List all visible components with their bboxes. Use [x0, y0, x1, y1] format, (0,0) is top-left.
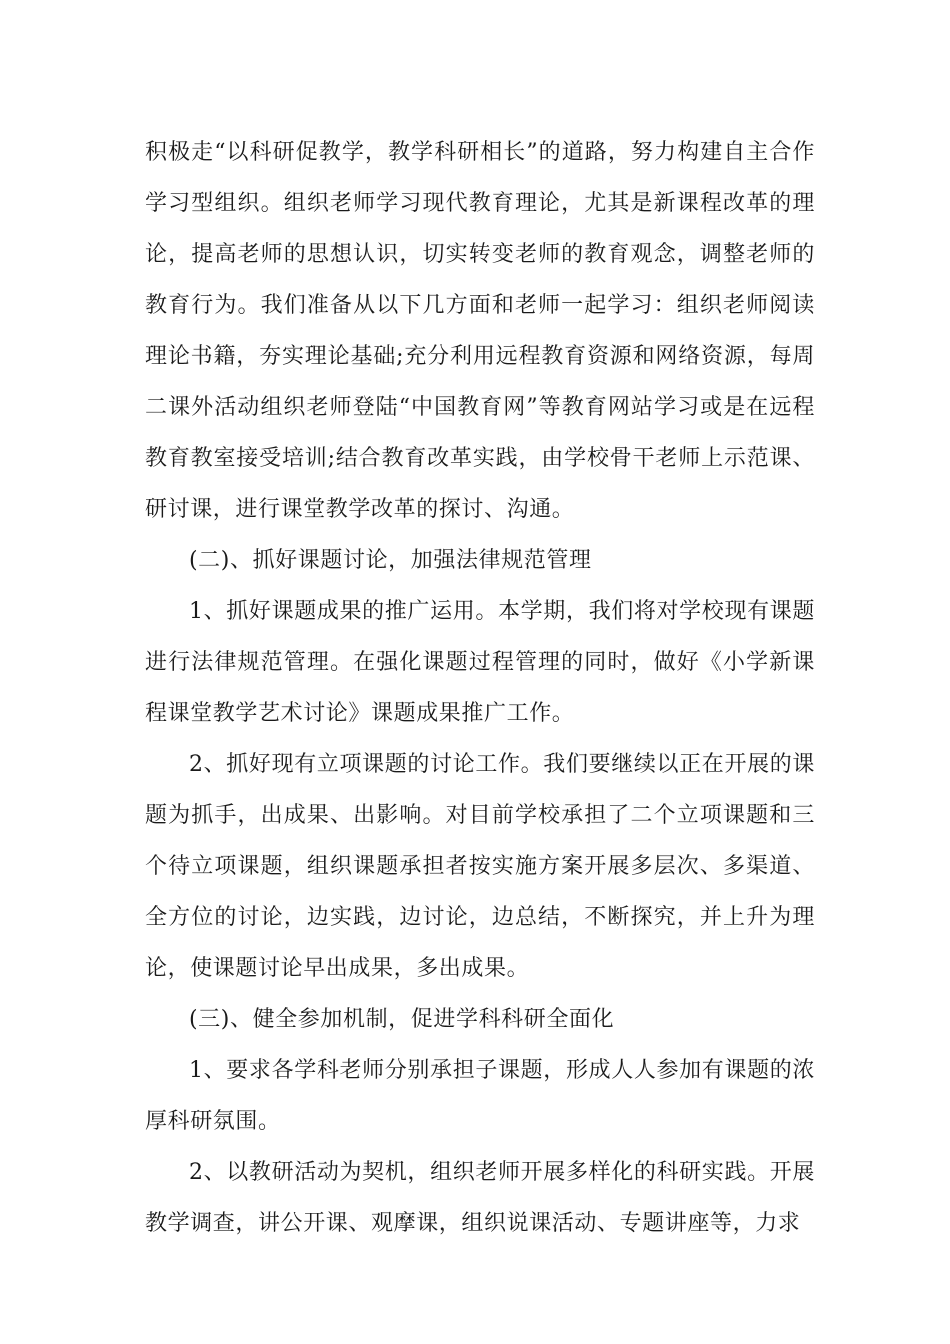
paragraph-item: 2、抓好现有立项课题的讨论工作。我们要继续以正在开展的课题为抓手，出成果、出影响。对目前学校承担了二个立项课题和三个待立项课题，组织课题承担者按实施方案开展多层次、多渠道、全方位的讨论，边实践，边讨论，边总结，不断探究，并上升为理论，使课题讨论早出成果，多出成果。 [145, 752, 815, 981]
paragraph-item: 2、以教研活动为契机，组织老师开展多样化的科研实践。开展教学调查，讲公开课、观摩课，组织说课活动、专题讲座等，力求 [145, 1160, 815, 1236]
paragraph-item: 1、要求各学科老师分别承担子课题，形成人人参加有课题的浓厚科研氛围。 [145, 1058, 815, 1134]
section-heading-2: (二)、抓好课题讨论，加强法律规范管理 [189, 548, 592, 573]
paragraph-item: 1、抓好课题成果的推广运用。本学期，我们将对学校现有课题进行法律规范管理。在强化课题过程管理的同时，做好《小学新课程课堂教学艺术讨论》课题成果推广工作。 [145, 599, 815, 726]
section-heading-3: (三)、健全参加机制，促进学科科研全面化 [189, 1007, 615, 1032]
document-body [145, 127, 815, 1249]
paragraph-continuation: 积极走“以科研促教学，教学科研相长”的道路，努力构建自主合作学习型组织。组织老师学习现代教育理论，尤其是新课程改革的理论，提高老师的思想认识，切实转变老师的教育观念，调整老师的教育行为。我们准备从以下几方面和老师一起学习：组织老师阅读理论书籍，夯实理论基础;充分利用远程教育资源和网络资源，每周二课外活动组织老师登陆“中国教育网”等教育网站学习或是在远程教育教室接受培训;结合教育改革实践，由学校骨干老师上示范课、研讨课，进行课堂教学改革的探讨、沟通。 [145, 140, 815, 522]
